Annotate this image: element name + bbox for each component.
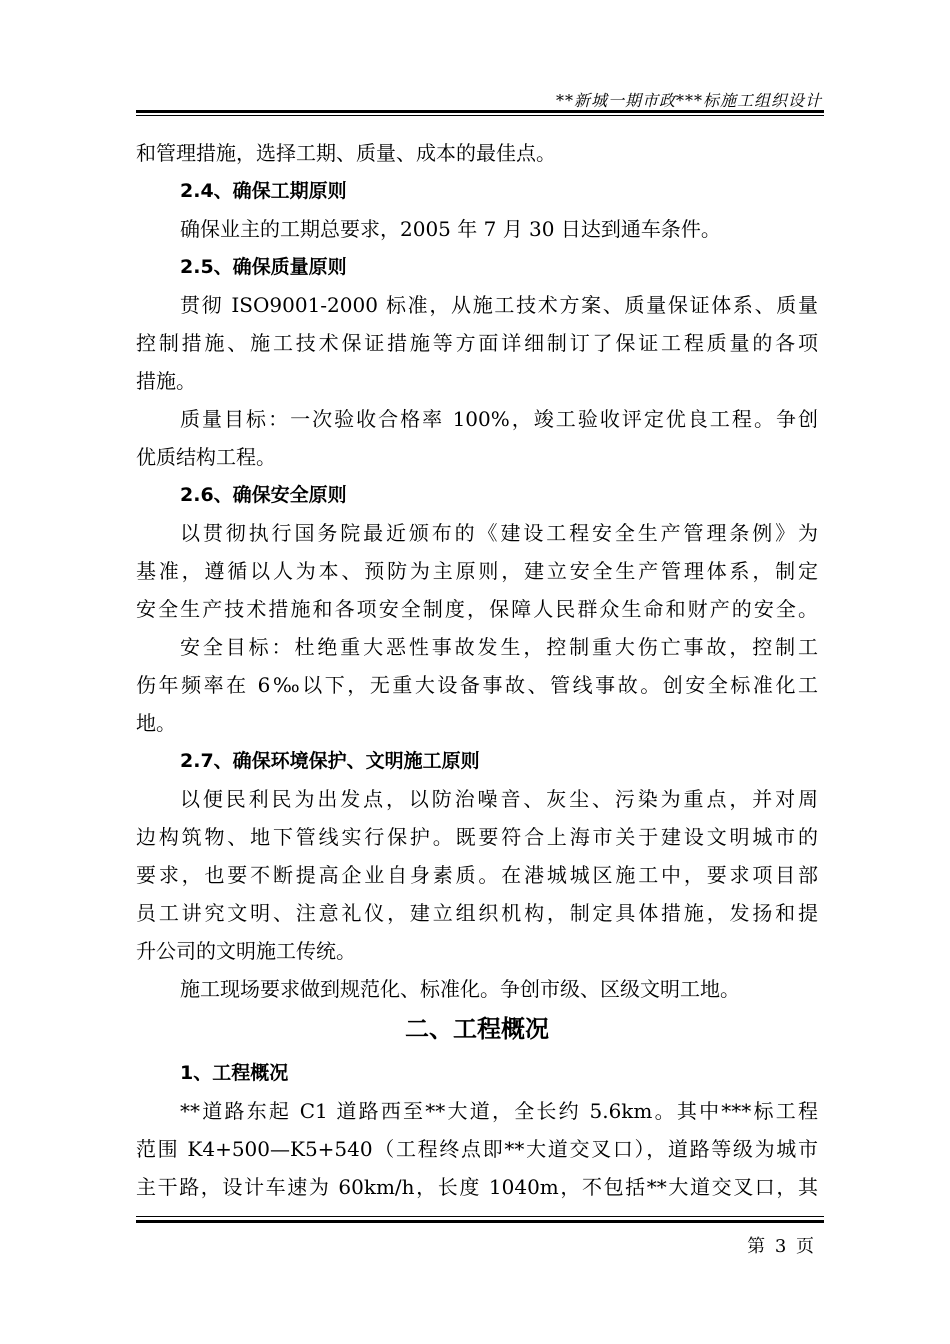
paragraph-line: 质量目标：一次验收合格率 100%，竣工验收评定优良工程。争创 [180,407,818,431]
paragraph-line: 确保业主的工期总要求，2005 年 7 月 30 日达到通车条件。 [180,217,721,241]
paragraph-line: 范围 K4+500—K5+540（工程终点即**大道交叉口），道路等级为城市 [136,1137,818,1161]
running-header: **新城一期市政***标施工组织设计 [555,91,822,110]
footer-rule-thick [136,1220,824,1223]
paragraph-line: 基准，遵循以人为本、预防为主原则，建立安全生产管理体系，制定 [136,559,818,583]
paragraph-line: 以贯彻执行国务院最近颁布的《建设工程安全生产管理条例》为 [180,521,818,545]
page-number: 第 3 页 [747,1236,816,1257]
paragraph-line: 边构筑物、地下管线实行保护。既要符合上海市关于建设文明城市的 [136,825,818,849]
header-rule-thick [136,110,824,113]
chapter-title: 二、工程概况 [405,1015,549,1043]
paragraph-line: 和管理措施，选择工期、质量、成本的最佳点。 [136,141,556,165]
paragraph-line: 升公司的文明施工传统。 [136,939,356,963]
paragraph-line: 安全目标：杜绝重大恶性事故发生，控制重大伤亡事故，控制工 [180,635,818,659]
paragraph-line: 伤年频率在 6‰以下，无重大设备事故、管线事故。创安全标准化工 [136,673,818,697]
section-heading: 1、工程概况 [180,1062,289,1084]
paragraph-line: 贯彻 ISO9001-2000 标准，从施工技术方案、质量保证体系、质量 [180,293,818,317]
paragraph-line: 要求，也要不断提高企业自身素质。在港城城区施工中，要求项目部 [136,863,818,887]
document-body [136,134,818,1206]
section-heading: 2.4、确保工期原则 [180,180,347,202]
paragraph-line: 控制措施、施工技术保证措施等方面详细制订了保证工程质量的各项 [136,331,818,355]
section-heading: 2.7、确保环境保护、文明施工原则 [180,750,480,772]
paragraph-line: 优质结构工程。 [136,445,276,469]
paragraph-line: 主干路，设计车速为 60km/h，长度 1040m，不包括**大道交叉口，其 [136,1175,818,1199]
section-heading: 2.5、确保质量原则 [180,256,347,278]
paragraph-line: 措施。 [136,369,196,393]
paragraph-line: 施工现场要求做到规范化、标准化。争创市级、区级文明工地。 [180,977,740,1001]
paragraph-line: 安全生产技术措施和各项安全制度，保障人民群众生命和财产的安全。 [136,597,818,621]
paragraph-line: 员工讲究文明、注意礼仪，建立组织机构，制定具体措施，发扬和提 [136,901,818,925]
footer-rule-thin [136,1216,824,1217]
paragraph-line: 地。 [136,711,176,735]
section-heading: 2.6、确保安全原则 [180,484,347,506]
header-rule-thin [136,115,824,116]
paragraph-line: **道路东起 C1 道路西至**大道，全长约 5.6km。其中***标工程 [180,1099,818,1123]
paragraph-line: 以便民利民为出发点，以防治噪音、灰尘、污染为重点，并对周 [180,787,818,811]
